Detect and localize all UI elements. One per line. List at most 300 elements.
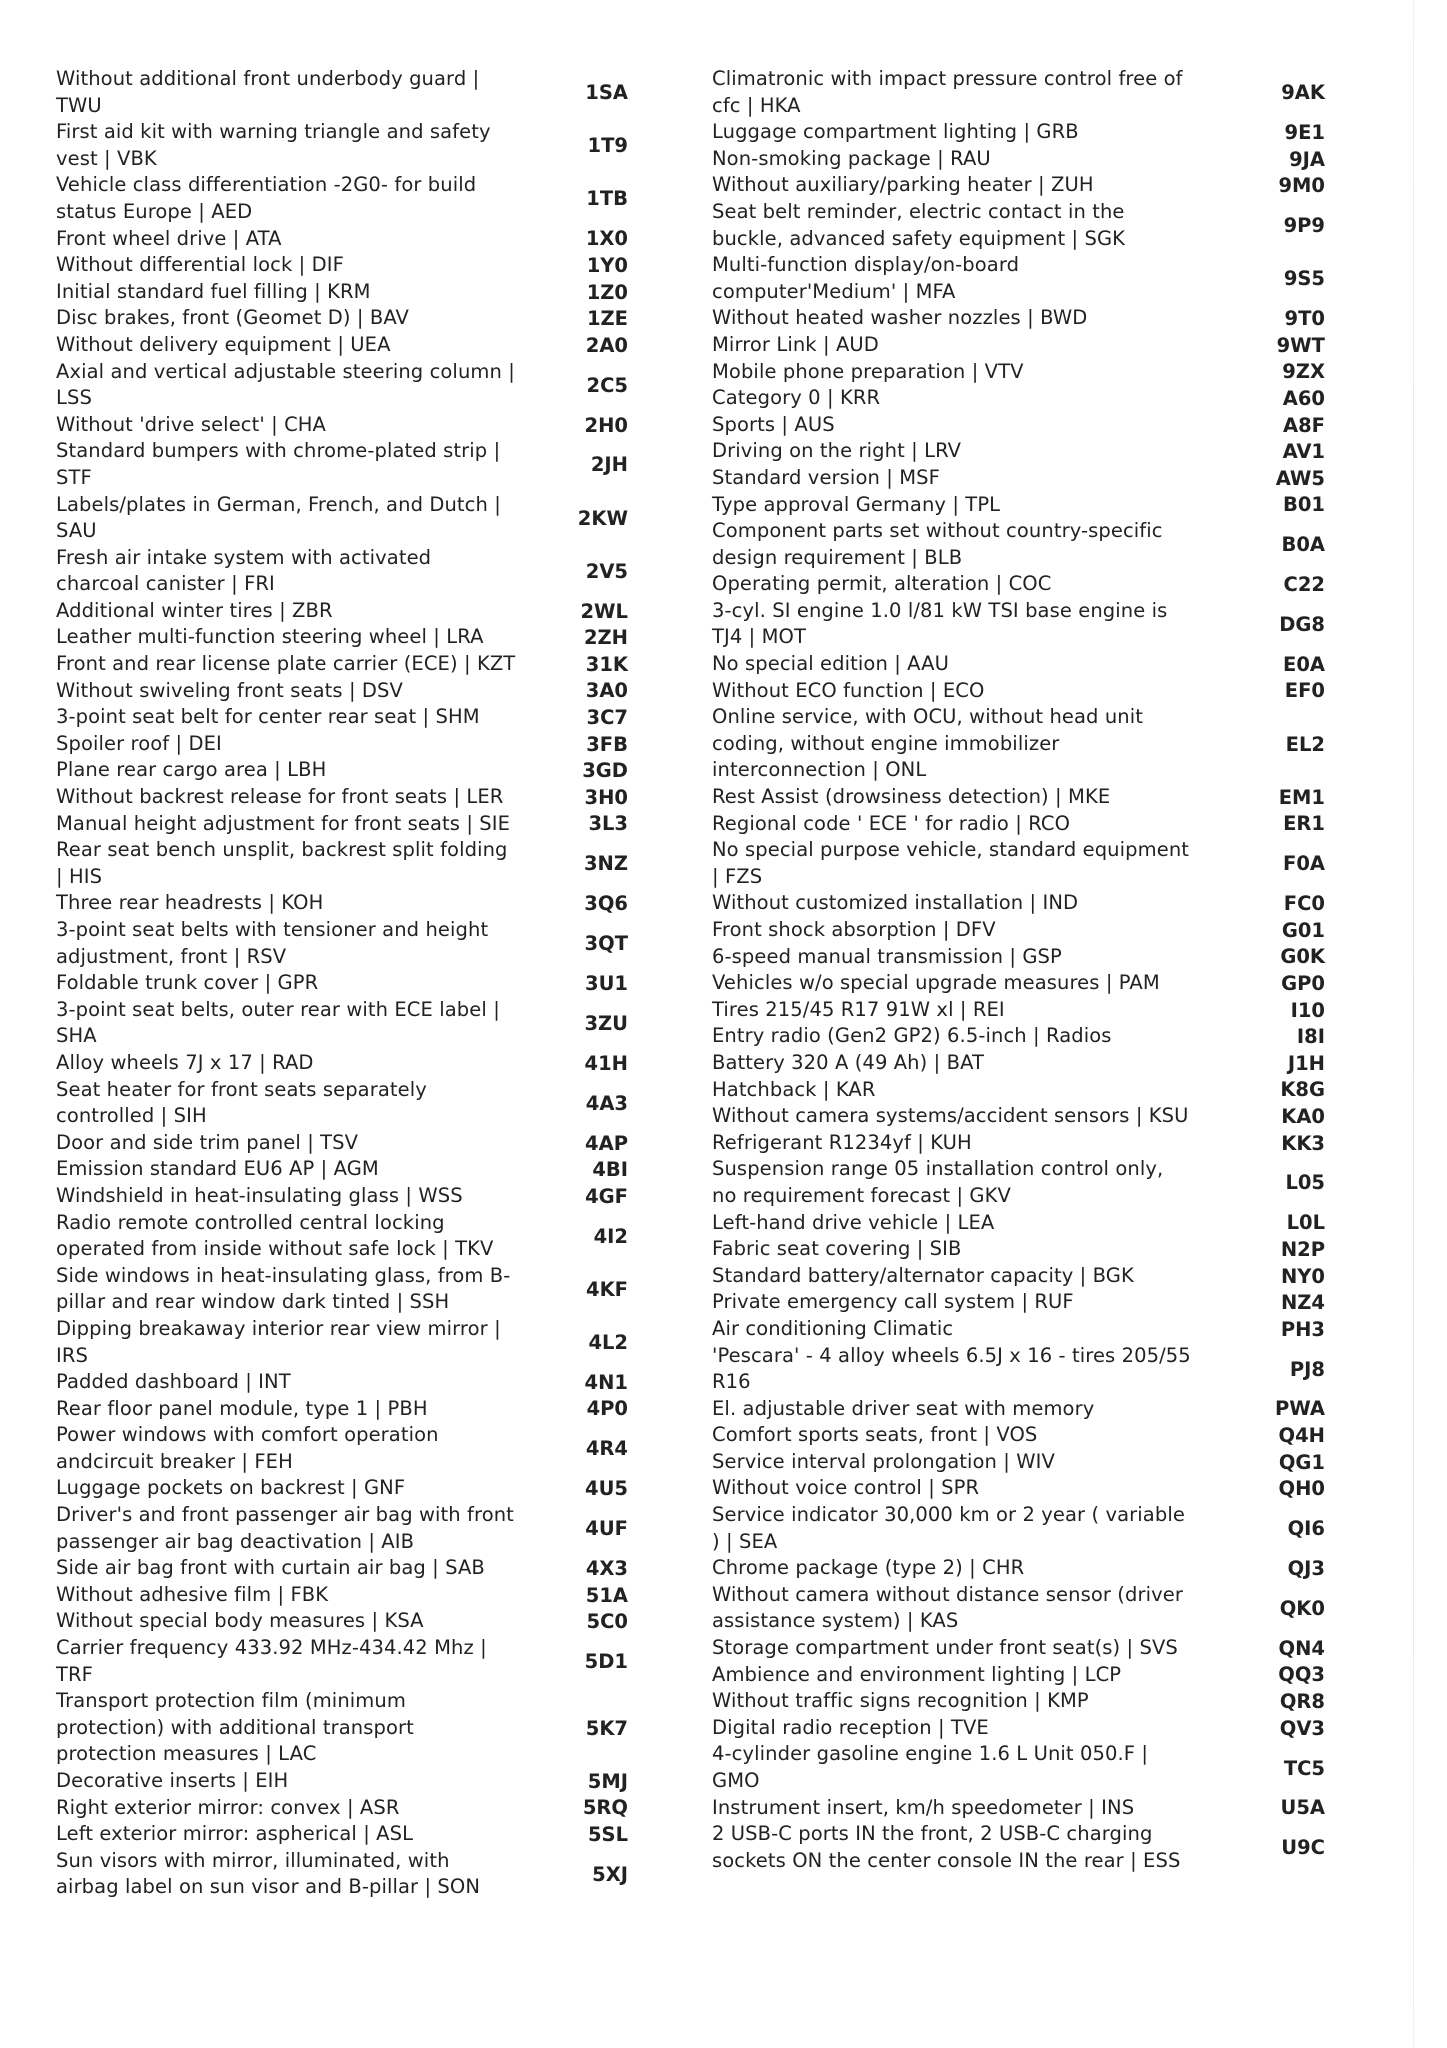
equipment-row <box>56 492 676 545</box>
equipment-row <box>712 997 1345 1024</box>
equipment-code: 3Q6 <box>584 892 628 916</box>
equipment-description: Left exterior mirror: aspherical | ASL <box>56 1822 414 1846</box>
equipment-code: EF0 <box>1284 679 1325 703</box>
equipment-row <box>712 1582 1345 1635</box>
equipment-code: QK0 <box>1279 1596 1325 1620</box>
equipment-description: Component parts set without country-specific design requirement | BLB <box>712 519 1163 569</box>
equipment-code: FC0 <box>1283 892 1325 916</box>
equipment-row <box>712 571 1345 598</box>
equipment-description: Digital radio reception | TVE <box>712 1715 989 1739</box>
equipment-code: EM1 <box>1278 785 1325 809</box>
equipment-description: Windshield in heat-insulating glass | WSS <box>56 1183 463 1207</box>
equipment-description: Instrument insert, km/h speedometer | INS <box>712 1795 1135 1819</box>
equipment-row <box>712 492 1345 519</box>
equipment-code: AV1 <box>1282 440 1325 464</box>
equipment-code: 5MJ <box>587 1769 628 1793</box>
equipment-row <box>56 917 676 970</box>
equipment-description: Right exterior mirror: convex | ASR <box>56 1795 400 1819</box>
equipment-description: No special edition | AAU <box>712 652 949 676</box>
equipment-row <box>56 359 676 412</box>
equipment-description: Labels/plates in German, French, and Dutch | SAU <box>56 492 501 543</box>
equipment-description: Mobile phone preparation | VTV <box>712 359 1024 383</box>
equipment-description: Without voice control | SPR <box>712 1476 980 1500</box>
equipment-description: Fabric seat covering | SIB <box>712 1237 962 1261</box>
equipment-description: Rear seat bench unsplit, backrest split folding | HIS <box>56 838 508 888</box>
equipment-code: 31K <box>585 652 628 676</box>
equipment-row <box>56 1130 676 1157</box>
equipment-row <box>712 890 1345 917</box>
equipment-row <box>56 1396 676 1423</box>
equipment-row <box>712 146 1345 173</box>
equipment-description: Manual height adjustment for front seats | SIE <box>56 811 511 835</box>
equipment-code: 41H <box>584 1051 628 1075</box>
equipment-description: 3-point seat belts with tensioner and height adjustment, front | RSV <box>56 918 489 968</box>
equipment-code: E0A <box>1283 652 1325 676</box>
equipment-row <box>712 119 1345 146</box>
equipment-row <box>56 598 676 625</box>
equipment-code: 4UF <box>585 1517 628 1541</box>
equipment-row <box>56 1156 676 1183</box>
equipment-row <box>712 172 1345 199</box>
equipment-code: 3NZ <box>583 852 628 876</box>
equipment-description: Standard bumpers with chrome-plated strip | STF <box>56 439 501 489</box>
equipment-code: 9E1 <box>1284 120 1325 144</box>
equipment-row <box>56 811 676 838</box>
equipment-code: QI6 <box>1287 1517 1325 1541</box>
equipment-description: 4-cylinder gasoline engine 1.6 L Unit 050.F | GMO <box>712 1742 1149 1792</box>
equipment-description: Multi-function display/on-board computer'Medium' | MFA <box>712 253 1020 303</box>
equipment-description: Side windows in heat-insulating glass, from B-pillar and rear window dark tinted | SSH <box>56 1263 511 1314</box>
equipment-code: 1Z0 <box>586 280 628 304</box>
equipment-code: 2JH <box>590 453 628 477</box>
equipment-row <box>712 598 1345 651</box>
equipment-description: 2 USB-C ports IN the front, 2 USB-C charging sockets ON the center console IN the rear | ESS <box>712 1822 1181 1872</box>
equipment-description: Axial and vertical adjustable steering column | LSS <box>56 359 515 410</box>
equipment-description: Category 0 | KRR <box>712 386 881 410</box>
equipment-row <box>712 651 1345 678</box>
equipment-row <box>712 784 1345 811</box>
equipment-description: Emission standard EU6 AP | AGM <box>56 1157 379 1181</box>
equipment-description: Private emergency call system | RUF <box>712 1290 1074 1314</box>
equipment-description: Sports | AUS <box>712 412 835 436</box>
equipment-row <box>56 332 676 359</box>
equipment-description: Decorative inserts | EIH <box>56 1769 289 1792</box>
equipment-description: Without auxiliary/parking heater | ZUH <box>712 173 1094 197</box>
equipment-code: 9AK <box>1281 81 1325 105</box>
equipment-code: I10 <box>1290 998 1325 1022</box>
equipment-row <box>712 305 1345 332</box>
equipment-row <box>712 1316 1345 1343</box>
equipment-code: N2P <box>1280 1237 1325 1261</box>
equipment-row <box>712 1130 1345 1157</box>
equipment-row <box>712 1396 1345 1423</box>
equipment-description: 3-point seat belts, outer rear with ECE label | SHA <box>56 997 500 1048</box>
equipment-code: QG1 <box>1278 1450 1325 1474</box>
equipment-row <box>712 1210 1345 1237</box>
equipment-row <box>712 1821 1345 1874</box>
equipment-description: Dipping breakaway interior rear view mirror | IRS <box>56 1316 501 1367</box>
equipment-code: A8F <box>1283 413 1325 437</box>
equipment-description: Without heated washer nozzles | BWD <box>712 306 1088 330</box>
equipment-row <box>56 1316 676 1369</box>
equipment-code: 5K7 <box>585 1716 628 1740</box>
equipment-description: Online service, with OCU, without head unit coding, without engine immobilizer interconnection | ONL <box>712 705 1144 782</box>
equipment-code: 51A <box>585 1583 628 1607</box>
equipment-code: 3A0 <box>585 679 628 703</box>
equipment-description: Alloy wheels 7J x 17 | RAD <box>56 1050 314 1074</box>
equipment-description: Service indicator 30,000 km or 2 year ( variable ) | SEA <box>712 1503 1185 1553</box>
equipment-row <box>56 1848 676 1901</box>
equipment-row <box>56 1422 676 1475</box>
equipment-row <box>712 1715 1345 1742</box>
equipment-description: Tires 215/45 R17 91W xl | REI <box>712 997 1005 1021</box>
equipment-row <box>56 1555 676 1582</box>
equipment-row <box>56 651 676 678</box>
equipment-row <box>712 1023 1345 1050</box>
equipment-code: 3QT <box>584 932 628 956</box>
equipment-description: Suspension range 05 installation control only, no requirement forecast | GKV <box>712 1157 1164 1207</box>
equipment-description: Door and side trim panel | TSV <box>56 1130 359 1154</box>
equipment-row <box>712 1422 1345 1449</box>
equipment-row <box>56 172 676 225</box>
equipment-code: I8I <box>1296 1025 1325 1049</box>
equipment-row <box>56 1795 676 1822</box>
equipment-description: Without adhesive film | FBK <box>56 1582 329 1606</box>
equipment-row <box>712 811 1345 838</box>
equipment-description: Without customized installation | IND <box>712 891 1079 915</box>
equipment-description: Type approval Germany | TPL <box>712 492 1001 516</box>
equipment-description: Without special body measures | KSA <box>56 1609 424 1633</box>
equipment-row <box>712 1263 1345 1290</box>
equipment-description: Refrigerant R1234yf | KUH <box>712 1130 972 1154</box>
equipment-row <box>712 332 1345 359</box>
equipment-row <box>56 1502 676 1555</box>
equipment-code: QN4 <box>1278 1636 1325 1660</box>
equipment-row <box>712 359 1345 386</box>
equipment-row <box>712 1236 1345 1263</box>
equipment-code: G0K <box>1280 945 1325 969</box>
equipment-row <box>712 1662 1345 1689</box>
equipment-row <box>712 385 1345 412</box>
equipment-row <box>56 1050 676 1077</box>
left-equipment-column <box>56 66 676 1901</box>
equipment-code: QJ3 <box>1287 1557 1325 1581</box>
equipment-description: Service interval prolongation | WIV <box>712 1449 1055 1473</box>
equipment-code: 9WT <box>1276 333 1325 357</box>
equipment-description: Seat heater for front seats separately controlled | SIH <box>56 1077 427 1128</box>
equipment-description: Air conditioning Climatic <box>712 1316 954 1340</box>
equipment-row <box>56 757 676 784</box>
equipment-code: 1X0 <box>585 227 628 251</box>
equipment-row <box>712 1688 1345 1715</box>
equipment-code: 2ZH <box>583 626 628 650</box>
equipment-code: 1Y0 <box>586 253 628 277</box>
equipment-code: 3L3 <box>588 812 628 836</box>
equipment-description: Rest Assist (drowsiness detection) | MKE <box>712 785 1111 809</box>
equipment-code: 4L2 <box>588 1331 628 1354</box>
equipment-code: 2A0 <box>585 333 628 357</box>
equipment-row <box>712 1449 1345 1476</box>
equipment-code: A60 <box>1282 386 1325 410</box>
equipment-row <box>712 944 1345 971</box>
equipment-description: Without camera without distance sensor (driver assistance system) | KAS <box>712 1582 1183 1633</box>
equipment-code: PH3 <box>1280 1317 1325 1341</box>
equipment-description: Comfort sports seats, front | VOS <box>712 1423 1038 1447</box>
equipment-code: ER1 <box>1283 812 1325 836</box>
equipment-row <box>712 199 1345 252</box>
equipment-code: 4BI <box>592 1158 628 1182</box>
equipment-code: L05 <box>1285 1171 1325 1195</box>
equipment-row <box>712 518 1345 571</box>
equipment-code: 9S5 <box>1283 267 1325 291</box>
equipment-code: AW5 <box>1275 466 1325 490</box>
equipment-code: G01 <box>1281 918 1325 942</box>
equipment-code: 2V5 <box>585 559 628 583</box>
equipment-description: Entry radio (Gen2 GP2) 6.5-inch | Radios <box>712 1024 1112 1048</box>
equipment-row <box>712 66 1345 119</box>
equipment-code: KA0 <box>1281 1104 1325 1128</box>
equipment-row <box>712 1502 1345 1555</box>
equipment-description: Driver's and front passenger air bag with front passenger air bag deactivation | AIB <box>56 1503 514 1553</box>
equipment-description: Without traffic signs recognition | KMP <box>712 1689 1089 1713</box>
equipment-code: 2WL <box>580 599 628 623</box>
equipment-description: Without camera systems/accident sensors | KSU <box>712 1104 1189 1128</box>
equipment-description: Without ECO function | ECO <box>712 678 985 702</box>
equipment-description: Without differential lock | DIF <box>56 253 344 277</box>
equipment-row <box>56 1688 676 1768</box>
right-equipment-column <box>712 66 1345 1874</box>
equipment-description: Front and rear license plate carrier (ECE) | KZT <box>56 652 516 676</box>
equipment-code: U5A <box>1280 1796 1325 1820</box>
equipment-code: 9M0 <box>1278 174 1325 198</box>
equipment-row <box>712 1475 1345 1502</box>
equipment-code: B01 <box>1283 493 1325 517</box>
equipment-code: 9T0 <box>1284 307 1325 331</box>
equipment-row <box>56 731 676 758</box>
equipment-code: 2KW <box>577 506 628 530</box>
equipment-description: Carrier frequency 433.92 MHz-434.42 Mhz | TRF <box>56 1636 487 1686</box>
equipment-code: NZ4 <box>1280 1291 1325 1315</box>
equipment-code: 4X3 <box>585 1557 628 1581</box>
equipment-code: PJ8 <box>1289 1357 1325 1381</box>
equipment-description: Foldable trunk cover | GPR <box>56 971 319 995</box>
equipment-code: DG8 <box>1279 612 1325 636</box>
equipment-code: K8G <box>1280 1078 1325 1102</box>
equipment-description: No special purpose vehicle, standard equipment | FZS <box>712 838 1190 888</box>
equipment-row <box>56 1475 676 1502</box>
equipment-row <box>712 465 1345 492</box>
equipment-description: Leather multi-function steering wheel | LRA <box>56 625 484 649</box>
equipment-description: Spoiler roof | DEI <box>56 731 222 755</box>
equipment-code: 1TB <box>586 187 628 211</box>
equipment-description: Standard battery/alternator capacity | BGK <box>712 1263 1134 1287</box>
equipment-code: 9JA <box>1289 147 1325 171</box>
equipment-code: F0A <box>1283 852 1325 876</box>
equipment-description: Without swiveling front seats | DSV <box>56 678 403 702</box>
equipment-row <box>56 704 676 731</box>
equipment-code: L0L <box>1286 1211 1325 1235</box>
equipment-row <box>712 1741 1345 1794</box>
equipment-row <box>56 890 676 917</box>
equipment-description: Initial standard fuel filling | KRM <box>56 279 371 303</box>
equipment-code: 1SA <box>585 81 628 105</box>
equipment-row <box>712 1635 1345 1662</box>
equipment-code: GP0 <box>1281 971 1325 995</box>
equipment-description: El. adjustable driver seat with memory <box>712 1396 1095 1420</box>
equipment-description: Battery 320 A (49 Ah) | BAT <box>712 1050 985 1074</box>
equipment-row <box>712 1077 1345 1104</box>
equipment-description: Sun visors with mirror, illuminated, with airbag label on sun visor and B-pillar | SON <box>56 1848 481 1899</box>
equipment-row <box>56 784 676 811</box>
equipment-row <box>56 279 676 306</box>
equipment-row <box>56 1263 676 1316</box>
equipment-code: TC5 <box>1283 1756 1325 1780</box>
equipment-code: 2H0 <box>584 413 628 437</box>
equipment-code: C22 <box>1283 573 1325 597</box>
equipment-code: 5XJ <box>592 1862 628 1886</box>
equipment-description: Without additional front underbody guard | TWU <box>56 67 480 117</box>
equipment-description: Rear floor panel module, type 1 | PBH <box>56 1396 428 1420</box>
equipment-code: 1ZE <box>586 307 628 331</box>
equipment-description: Ambience and environment lighting | LCP <box>712 1662 1122 1686</box>
equipment-description: Standard version | MSF <box>712 465 940 489</box>
equipment-description: Disc brakes, front (Geomet D) | BAV <box>56 306 409 330</box>
equipment-row <box>712 1289 1345 1316</box>
equipment-row <box>56 678 676 705</box>
equipment-code: 4R4 <box>585 1437 628 1461</box>
equipment-description: Radio remote controlled central locking operated from inside without safe lock | TKV <box>56 1210 494 1261</box>
equipment-code: 3FB <box>586 732 628 756</box>
equipment-row <box>712 1156 1345 1209</box>
equipment-row <box>712 438 1345 465</box>
equipment-row <box>712 917 1345 944</box>
equipment-row <box>56 252 676 279</box>
equipment-description: Regional code ' ECE ' for radio | RCO <box>712 811 1071 835</box>
equipment-description: Driving on the right | LRV <box>712 439 962 463</box>
equipment-code: 3GD <box>582 759 628 783</box>
equipment-code: 4P0 <box>586 1397 628 1421</box>
equipment-row <box>712 1050 1345 1077</box>
equipment-code: 4AP <box>585 1131 628 1155</box>
equipment-row <box>712 704 1345 784</box>
equipment-code: PWA <box>1274 1397 1325 1421</box>
equipment-code: QV3 <box>1279 1716 1325 1740</box>
equipment-description: Additional winter tires | ZBR <box>56 598 333 622</box>
equipment-description: Hatchback | KAR <box>712 1077 876 1101</box>
equipment-row <box>56 1369 676 1396</box>
equipment-row <box>56 1183 676 1210</box>
equipment-row <box>712 412 1345 439</box>
equipment-description: 3-cyl. SI engine 1.0 l/81 kW TSI base engine is TJ4 | MOT <box>712 598 1168 649</box>
equipment-row <box>56 1635 676 1688</box>
equipment-description: Luggage compartment lighting | GRB <box>712 120 1079 144</box>
equipment-row <box>712 1343 1345 1396</box>
equipment-code: J1H <box>1287 1051 1325 1075</box>
equipment-code: 3H0 <box>584 785 628 809</box>
equipment-row <box>56 997 676 1050</box>
equipment-description: Transport protection film (minimum protection) with additional transport protection measures | LAC <box>56 1689 414 1766</box>
equipment-code: U9C <box>1281 1836 1325 1860</box>
equipment-row <box>56 438 676 491</box>
scan-edge-line <box>1413 0 1414 2048</box>
equipment-code: 4U5 <box>585 1477 628 1501</box>
equipment-row <box>56 1821 676 1848</box>
equipment-row <box>712 678 1345 705</box>
equipment-description: 'Pescara' - 4 alloy wheels 6.5J x 16 - tires 205/55 R16 <box>712 1343 1191 1394</box>
equipment-description: Operating permit, alteration | COC <box>712 572 1052 596</box>
equipment-code: KK3 <box>1281 1131 1325 1155</box>
equipment-description: Power windows with comfort operation andcircuit breaker | FEH <box>56 1423 439 1473</box>
equipment-row <box>56 970 676 997</box>
equipment-code: 4A3 <box>585 1091 628 1115</box>
equipment-row <box>56 1077 676 1130</box>
equipment-description: 6-speed manual transmission | GSP <box>712 944 1062 968</box>
equipment-code: QR8 <box>1279 1690 1325 1714</box>
equipment-row <box>712 1555 1345 1582</box>
equipment-row <box>56 66 676 119</box>
equipment-code: NY0 <box>1280 1264 1325 1288</box>
equipment-row <box>56 837 676 890</box>
equipment-description: Without backrest release for front seats | LER <box>56 785 504 809</box>
equipment-row <box>56 1210 676 1263</box>
equipment-row <box>56 1768 676 1795</box>
equipment-code: 9P9 <box>1283 214 1325 238</box>
equipment-row <box>56 412 676 439</box>
equipment-code: 5RQ <box>582 1796 628 1820</box>
equipment-code: 4KF <box>586 1277 628 1301</box>
equipment-description: Vehicles w/o special upgrade measures | PAM <box>712 971 1160 995</box>
equipment-row <box>56 545 676 598</box>
equipment-code: EL2 <box>1285 732 1325 756</box>
equipment-code: Q4H <box>1278 1424 1325 1448</box>
equipment-code: 5C0 <box>586 1610 628 1634</box>
equipment-description: Climatronic with impact pressure control free of cfc | HKA <box>712 67 1183 117</box>
equipment-row <box>56 119 676 172</box>
equipment-description: Mirror Link | AUD <box>712 332 879 356</box>
equipment-code: 3U1 <box>585 971 628 995</box>
equipment-row <box>56 226 676 253</box>
equipment-code: B0A <box>1281 533 1325 557</box>
equipment-description: Chrome package (type 2) | CHR <box>712 1556 1025 1580</box>
equipment-code: 4N1 <box>584 1370 628 1394</box>
equipment-row <box>712 252 1345 305</box>
equipment-description: Seat belt reminder, electric contact in the buckle, advanced safety equipment | SGK <box>712 199 1126 250</box>
equipment-description: Without 'drive select' | CHA <box>56 412 327 436</box>
equipment-row <box>56 305 676 332</box>
equipment-code: 5D1 <box>584 1650 628 1674</box>
equipment-code: 4I2 <box>593 1224 628 1248</box>
equipment-description: Padded dashboard | INT <box>56 1370 291 1394</box>
equipment-code: 4GF <box>585 1184 628 1208</box>
equipment-code: 1T9 <box>587 134 628 158</box>
equipment-description: Side air bag front with curtain air bag | SAB <box>56 1556 485 1580</box>
equipment-description: Front shock absorption | DFV <box>712 918 996 941</box>
equipment-code: 5SL <box>587 1822 628 1846</box>
equipment-description: Vehicle class differentiation -2G0- for build status Europe | AED <box>56 173 477 223</box>
equipment-row <box>712 1103 1345 1130</box>
equipment-description: Fresh air intake system with activated charcoal canister | FRI <box>56 545 432 596</box>
equipment-description: Without delivery equipment | UEA <box>56 332 391 356</box>
equipment-description: Front wheel drive | ATA <box>56 226 282 250</box>
equipment-code: 3C7 <box>586 706 628 730</box>
equipment-code: 2C5 <box>586 373 628 397</box>
equipment-code: 3ZU <box>584 1011 628 1035</box>
equipment-row <box>56 1582 676 1609</box>
equipment-description: 3-point seat belt for center rear seat | SHM <box>56 705 480 729</box>
equipment-description: Storage compartment under front seat(s) | SVS <box>712 1636 1178 1660</box>
equipment-description: First aid kit with warning triangle and safety vest | VBK <box>56 120 491 170</box>
equipment-description: Plane rear cargo area | LBH <box>56 758 327 782</box>
